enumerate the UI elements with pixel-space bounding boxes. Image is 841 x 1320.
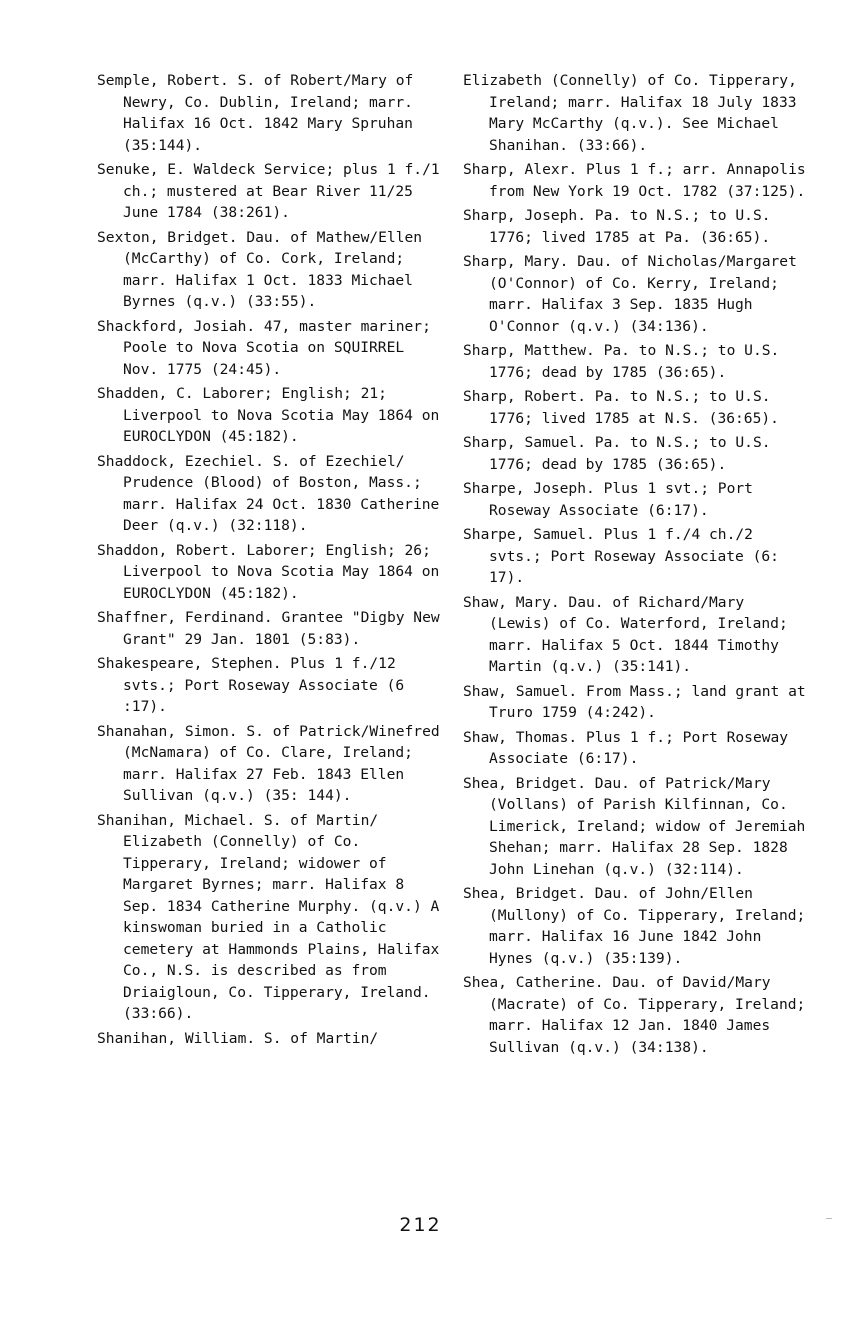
entry: Sharp, Alexr. Plus 1 f.; arr. Annapolis from New York 19 Oct. 1782 (37:125). — [463, 161, 806, 200]
entry: Shaw, Samuel. From Mass.; land grant at Truro 1759 (4:242). — [463, 682, 806, 721]
entry: Shea, Bridget. Dau. of John/Ellen (Mullony) of Co. Tipperary, Ireland; marr. Halifax 16 June 1842 John Hynes (q.v.) (35:139). — [463, 885, 806, 967]
entry: Shaw, Thomas. Plus 1 f.; Port Roseway Associate (6:17). — [463, 728, 789, 767]
entry: Shea, Bridget. Dau. of Patrick/Mary (Vollans) of Parish Kilfinnan, Co. Limerick, Ireland; widow of Jeremiah Shehan; marr. Halifax 28 Sep. 1828 John Linehan (q.v.) (32:114). — [463, 774, 806, 878]
entry: Shaw, Mary. Dau. of Richard/Mary (Lewis) of Co. Waterford, Ireland; marr. Halifax 5 Oct. 1844 Timothy Martin (q.v.) (35:141). — [463, 593, 788, 675]
entry: Sharp, Joseph. Pa. to N.S.; to U.S. 1776; lived 1785 at Pa. (36:65). — [463, 207, 771, 246]
page-number: 212 — [399, 1214, 442, 1236]
entry: Elizabeth (Connelly) of Co. Tipperary, Ireland; marr. Halifax 18 July 1833 Mary McCarthy (q.v.). See Michael Shanihan. (33:66). — [463, 72, 797, 154]
right-column — [463, 70, 813, 1061]
entry: Shaddock, Ezechiel. S. of Ezechiel/ Prudence (Blood) of Boston, Mass.; marr. Halifax 24 Oct. 1830 Catherine Deer (q.v.) (32:118). — [97, 452, 440, 534]
entry: Sharp, Robert. Pa. to N.S.; to U.S. 1776; lived 1785 at N.S. (36:65). — [463, 388, 779, 427]
entry: Sharp, Matthew. Pa. to N.S.; to U.S. 1776; dead by 1785 (36:65). — [463, 342, 780, 381]
entry: Sharp, Samuel. Pa. to N.S.; to U.S. 1776; dead by 1785 (36:65). — [463, 434, 771, 473]
entry: Shanihan, Michael. S. of Martin/ Elizabeth (Connelly) of Co. Tipperary, Ireland; widower of Margaret Byrnes; marr. Halifax 8 Sep. 1834 Catherine Murphy. (q.v.) A kinswoman buried in a Catholic cemetery at Hammonds Plains, Halifax Co., N.S. is described as from Driaigloun, Co. Tipperary, Ireland. (33:66). — [97, 811, 440, 1022]
margin-mark — [826, 1218, 832, 1219]
entry: Senuke, E. Waldeck Service; plus 1 f./1 ch.; mustered at Bear River 11/25 June 1784 (38:261). — [97, 161, 440, 221]
entry: Shaddon, Robert. Laborer; English; 26; Liverpool to Nova Scotia May 1864 on EUROCLYDON (45:182). — [97, 541, 440, 602]
entry: Shea, Catherine. Dau. of David/Mary (Macrate) of Co. Tipperary, Ireland; marr. Halifax 12 Jan. 1840 James Sullivan (q.v.) (34:138). — [463, 974, 806, 1056]
entry: Shanahan, Simon. S. of Patrick/Winefred (McNamara) of Co. Clare, Ireland; marr. Halifax 27 Feb. 1843 Ellen Sullivan (q.v.) (35: 144). — [97, 722, 440, 804]
entry: Sharp, Mary. Dau. of Nicholas/Margaret (O'Connor) of Co. Kerry, Ireland; marr. Halifax 3 Sep. 1835 Hugh O'Connor (q.v.) (34:136). — [463, 253, 797, 335]
entry: Semple, Robert. S. of Robert/Mary of Newry, Co. Dublin, Ireland; marr. Halifax 16 Oct. 1842 Mary Spruhan (35:144). — [97, 72, 414, 154]
entry: Shanihan, William. S. of Martin/ — [97, 1029, 379, 1047]
left-column — [97, 70, 447, 1052]
entry: Sharpe, Samuel. Plus 1 f./4 ch./2 svts.; Port Roseway Associate (6: 17). — [463, 526, 779, 586]
entry: Shakespeare, Stephen. Plus 1 f./12 svts.; Port Roseway Associate (6 :17). — [97, 655, 405, 715]
entry: Sexton, Bridget. Dau. of Mathew/Ellen (McCarthy) of Co. Cork, Ireland; marr. Halifax 1 Oct. 1833 Michael Byrnes (q.v.) (33:55). — [97, 228, 423, 310]
entry: Shackford, Josiah. 47, master mariner; Poole to Nova Scotia on SQUIRREL Nov. 1775 (24:45). — [97, 317, 431, 378]
entry: Shadden, C. Laborer; English; 21; Liverpool to Nova Scotia May 1864 on EUROCLYDON (45:182). — [97, 385, 440, 445]
entry: Shaffner, Ferdinand. Grantee "Digby New Grant" 29 Jan. 1801 (5:83). — [97, 609, 440, 648]
entry: Sharpe, Joseph. Plus 1 svt.; Port Roseway Associate (6:17). — [463, 480, 753, 519]
